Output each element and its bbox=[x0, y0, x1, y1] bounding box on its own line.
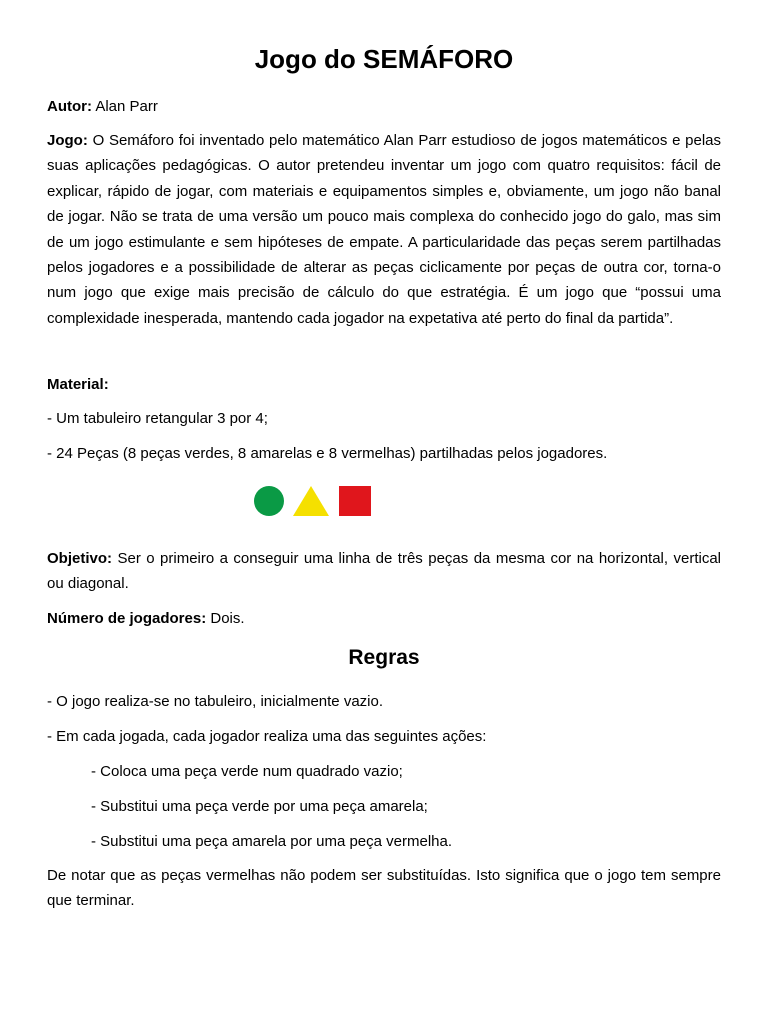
material-label: Material: bbox=[47, 376, 109, 393]
author-value: Alan Parr bbox=[95, 98, 158, 115]
players-line bbox=[47, 606, 721, 631]
objective-label: Objetivo: bbox=[47, 550, 113, 567]
rule-line-2: - Em cada jogada, cada jogador realiza uma das seguintes ações: bbox=[47, 728, 487, 745]
green-circle-icon bbox=[254, 486, 284, 516]
objective-text: Ser o primeiro a conseguir uma linha de três peças da mesma cor na horizontal, vertical ou diagonal. bbox=[47, 550, 721, 593]
rule-sub-item-3: - Substitui uma peça amarela por uma peça vermelha. bbox=[91, 833, 453, 850]
game-text: O Semáforo foi inventado pelo matemático Alan Parr estudioso de jogos matemáticos e pelas suas aplicações pedagógicas. O autor pretendeu inventar um jogo com quatro requisitos: fácil de explicar, rápido de jogar, com materiais e equipamentos simples e, obviamente, um jogo não banal de jogar. Não se trata de uma versão um pouco mais complexa do conhecido jogo do galo, mas sim de um jogo estimulante e sem hipóteses de empate. A particularidade das peças serem partilhadas pelos jogadores e a possibilidade de alterar as peças ciclicamente por peças de outra cor, torna-o num jogo que exige mais precisão de cálculo do que estratégia. É um jogo que “possui uma complexidade inesperada, mantendo cada jogador na expetativa até perto do final da partida”. bbox=[47, 132, 721, 327]
author-label: Autor: bbox=[47, 98, 92, 115]
rules-heading: Regras bbox=[348, 646, 420, 669]
rules-note: De notar que as peças vermelhas não podem ser substituídas. Isto significa que o jogo tem sempre que terminar. bbox=[47, 867, 721, 910]
game-label: Jogo: bbox=[47, 132, 88, 149]
players-label: Número de jogadores: bbox=[47, 610, 207, 627]
page-title: Jogo do SEMÁFORO bbox=[254, 44, 514, 74]
material-item-pieces: - 24 Peças (8 peças verdes, 8 amarelas e 8 vermelhas) partilhadas pelos jogadores. bbox=[47, 445, 608, 462]
rule-sub-item-1: - Coloca uma peça verde num quadrado vazio; bbox=[91, 763, 403, 780]
author-line bbox=[47, 94, 721, 119]
players-value: Dois. bbox=[210, 610, 245, 627]
game-pieces-illustration bbox=[225, 482, 405, 522]
rule-line-1: - O jogo realiza-se no tabuleiro, inicialmente vazio. bbox=[47, 693, 383, 710]
rule-sub-item-2: - Substitui uma peça verde por uma peça amarela; bbox=[91, 798, 428, 815]
red-square-icon bbox=[339, 486, 371, 516]
material-item-board: - Um tabuleiro retangular 3 por 4; bbox=[47, 410, 268, 427]
yellow-triangle-icon bbox=[293, 486, 329, 516]
game-description bbox=[47, 128, 721, 331]
objective-paragraph bbox=[47, 546, 721, 597]
